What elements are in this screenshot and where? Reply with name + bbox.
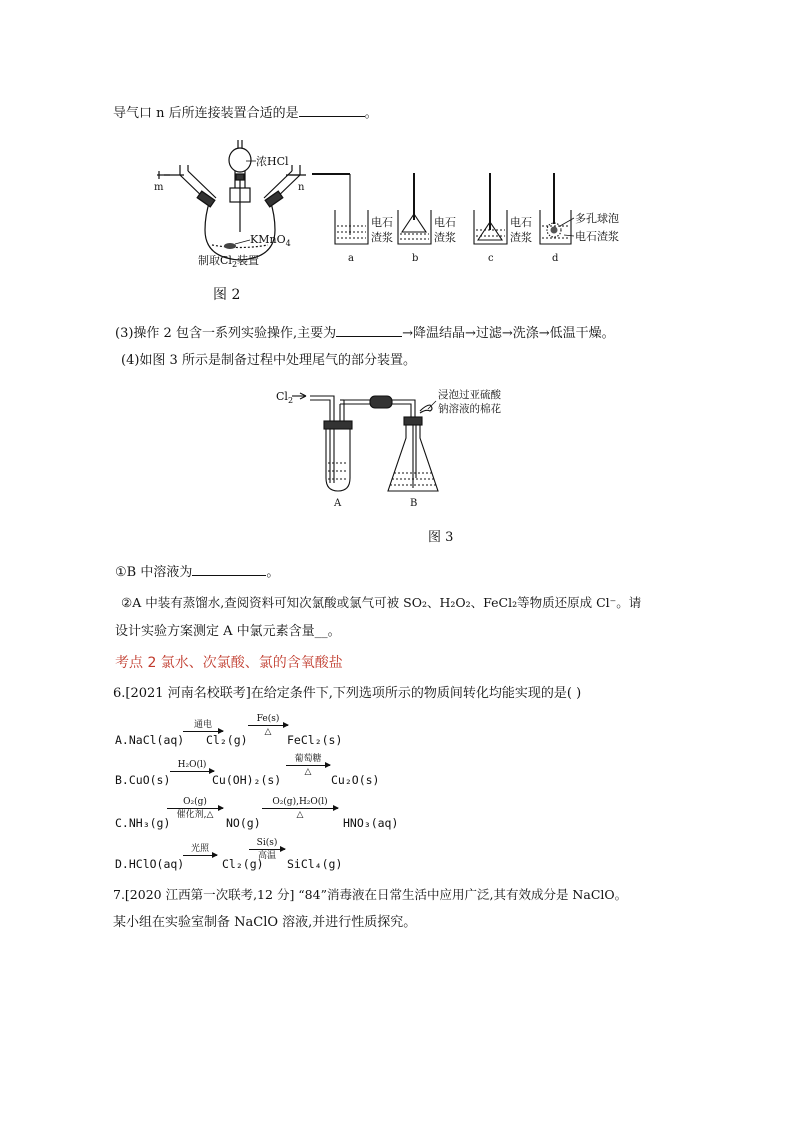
section-heading: 考点 2 氯水、次氯酸、氯的含氧酸盐 bbox=[115, 655, 343, 671]
question-4-1-stem: ①B 中溶液为 bbox=[115, 565, 193, 580]
question-3-suffix: →降温结晶→过滤→洗涤→低温干燥。 bbox=[402, 326, 615, 341]
option-d-arrow-2: Si(s) 高温 bbox=[249, 838, 285, 861]
figure-2-caption: 图 2 bbox=[213, 287, 241, 303]
question-7-line-2: 某小组在实验室制备 NaClO 溶液,并进行性质探究。 bbox=[113, 915, 417, 930]
option-a-mid: Cl₂(g) bbox=[206, 733, 248, 747]
slurry-label-d: 电石渣浆 bbox=[575, 230, 619, 243]
question-3 bbox=[115, 324, 615, 342]
question-4-2-line-1: ②A 中装有蒸馏水,查阅资料可知次氯酸或氯气可被 SO₂、H₂O₂、FeCl₂等物质还原成 Cl⁻。请 bbox=[121, 595, 642, 610]
porous-bubble-label: 多孔球泡 bbox=[575, 212, 619, 225]
port-m-label: m bbox=[154, 182, 164, 193]
option-d-start: D.HClO(aq) bbox=[115, 857, 185, 871]
cotton-label-2: 钠溶液的棉花 bbox=[438, 403, 501, 415]
figure-3-apparatus bbox=[270, 383, 520, 513]
slurry-label-c1: 电石 bbox=[510, 216, 532, 229]
option-a-start: A.NaCl(aq) bbox=[115, 733, 185, 747]
tube-a bbox=[292, 393, 438, 491]
option-b-mid: Cu(OH)₂(s) bbox=[212, 773, 282, 787]
option-b-end: Cu₂O(s) bbox=[331, 773, 380, 787]
cl2-label: $Cl_2$ bbox=[276, 390, 294, 405]
option-c-mid: NO(g) bbox=[226, 816, 261, 830]
option-c-label: c bbox=[488, 253, 494, 264]
answer-blank bbox=[192, 563, 266, 576]
option-a-arrow-2: Fe(s) △ bbox=[248, 714, 288, 737]
answer-blank bbox=[299, 104, 365, 117]
option-b-label: b bbox=[412, 253, 419, 264]
option-c-start: C.NH₃(g) bbox=[115, 816, 171, 830]
option-d-mid: Cl₂(g) bbox=[222, 857, 264, 871]
slurry-label-b2: 渣浆 bbox=[434, 231, 456, 244]
option-a-label: a bbox=[348, 253, 354, 264]
punctuation: 。 bbox=[364, 106, 378, 121]
question-4: (4)如图 3 所示是制备过程中处理尾气的部分装置。 bbox=[121, 353, 416, 368]
option-c-arrow-2: O₂(g),H₂O(l) △ bbox=[262, 797, 338, 820]
question-4-1 bbox=[115, 563, 279, 581]
beaker-d bbox=[540, 173, 571, 244]
question-4-2-line-2: 设计实验方案测定 A 中氯元素含量__。 bbox=[115, 624, 341, 639]
slurry-label-b1: 电石 bbox=[434, 216, 456, 229]
beaker-c bbox=[474, 173, 507, 244]
slurry-label-c2: 渣浆 bbox=[510, 231, 532, 244]
option-b-arrow-2: 葡萄糖 △ bbox=[286, 754, 330, 777]
option-a-end: FeCl₂(s) bbox=[287, 733, 343, 747]
beaker-a bbox=[312, 174, 368, 244]
kmno4-label: KMnO$_4$ bbox=[250, 233, 291, 248]
answer-blank bbox=[336, 324, 402, 337]
punctuation: 。 bbox=[266, 565, 280, 580]
option-c-arrow-1: O₂(g) 催化剂,△ bbox=[167, 797, 223, 820]
cotton-label-1: 浸泡过亚硫酸 bbox=[438, 389, 501, 401]
label-a: A bbox=[334, 498, 342, 509]
question-6-stem: 6.[2021 河南名校联考]在给定条件下,下列选项所示的物质间转化均能实现的是( ) bbox=[113, 686, 582, 701]
flask-caption: 制取$Cl_2$装置 bbox=[198, 254, 260, 269]
option-d-end: SiCl₄(g) bbox=[287, 857, 343, 871]
figure-2-apparatus bbox=[150, 140, 650, 275]
figure-3-caption: 图 3 bbox=[428, 530, 454, 545]
question-3-stem: (3)操作 2 包含一系列实验操作,主要为 bbox=[115, 326, 337, 341]
hcl-label: 浓HCl bbox=[256, 155, 289, 168]
port-n-label: n bbox=[298, 182, 305, 193]
option-d-arrow-1: 光照 bbox=[183, 844, 217, 857]
slurry-label-a2: 渣浆 bbox=[371, 231, 393, 244]
beaker-b bbox=[398, 173, 431, 244]
slurry-label-a1: 电石 bbox=[371, 216, 393, 229]
option-d-label: d bbox=[552, 253, 559, 264]
option-c-end: HNO₃(aq) bbox=[343, 816, 399, 830]
question-7-line-1: 7.[2020 江西第一次联考,12 分] “84”消毒液在日常生活中应用广泛,其有效成分是 NaClO。 bbox=[113, 887, 628, 902]
option-a-arrow-1: 通电 bbox=[183, 720, 223, 733]
option-b-start: B.CuO(s) bbox=[115, 773, 171, 787]
question-text bbox=[113, 104, 378, 122]
question-stem: 导气口 n 后所连接装置合适的是 bbox=[113, 106, 299, 121]
option-b-arrow-1: H₂O(l) bbox=[170, 760, 214, 773]
label-b: B bbox=[410, 498, 418, 509]
